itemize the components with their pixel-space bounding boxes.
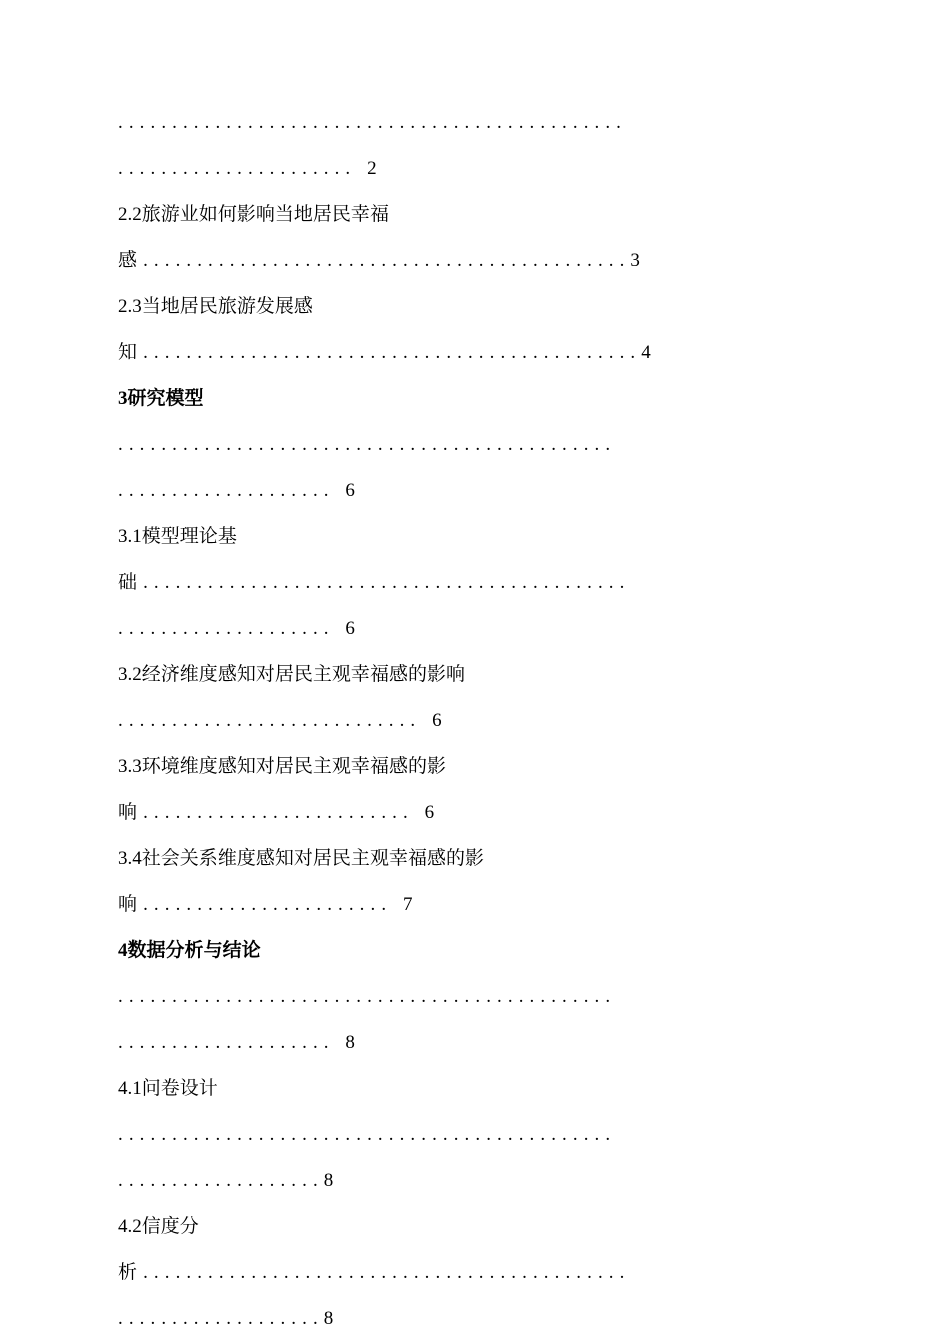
toc-leader-line: ............................................... (118, 112, 628, 133)
toc-entry-4-1-line2: .............................................. (118, 1124, 617, 1145)
toc-entry-3-1-line2: 础............................................. (118, 572, 631, 593)
toc-entry-2-3-line1: 2.3当地居民旅游发展感 (118, 296, 313, 317)
table-of-contents (118, 100, 858, 1342)
toc-entry-4-2-line2: 析............................................. (118, 1262, 631, 1283)
toc-entry-3-1-line3: .................... 6 (118, 618, 362, 639)
toc-entry-3-1-line1: 3.1模型理论基 (118, 526, 237, 547)
toc-entry-3-line1: 3研究模型 (118, 388, 204, 409)
toc-entry-4-line1: 4数据分析与结论 (118, 940, 261, 961)
toc-leader-page: ...................... 2 (118, 158, 383, 179)
toc-entry-3-4-line2: 响....................... 7 (118, 894, 419, 915)
toc-entry-4-1-line1: 4.1问卷设计 (118, 1078, 218, 1099)
toc-entry-4-1-line3: ...................8 (118, 1170, 340, 1191)
toc-entry-4[interactable] (118, 928, 858, 1066)
toc-entry-3-3-line2: 响......................... 6 (118, 802, 441, 823)
toc-entry-2-2[interactable] (118, 192, 858, 284)
toc-entry-3-3-line1: 3.3环境维度感知对居民主观幸福感的影 (118, 756, 446, 777)
toc-entry-2-2-line2: 感.............................................3 (118, 250, 647, 271)
toc-entry-3-2-line2: ............................ 6 (118, 710, 448, 731)
toc-entry-3[interactable] (118, 376, 858, 514)
toc-entry-4-2[interactable] (118, 1204, 858, 1342)
toc-entry-continuation (118, 100, 858, 192)
toc-entry-3-2[interactable] (118, 652, 858, 744)
toc-entry-2-3[interactable] (118, 284, 858, 376)
toc-entry-4-line2: .............................................. (118, 986, 617, 1007)
toc-entry-2-3-line2: 知..............................................4 (118, 342, 657, 363)
toc-entry-4-2-line3: ...................8 (118, 1308, 340, 1329)
toc-entry-3-1[interactable] (118, 514, 858, 652)
toc-entry-3-2-line1: 3.2经济维度感知对居民主观幸福感的影响 (118, 664, 466, 685)
toc-entry-3-4-line1: 3.4社会关系维度感知对居民主观幸福感的影 (118, 848, 485, 869)
toc-entry-2-2-line1: 2.2旅游业如何影响当地居民幸福 (118, 204, 389, 225)
toc-entry-3-4[interactable] (118, 836, 858, 928)
toc-entry-4-line3: .................... 8 (118, 1032, 362, 1053)
toc-entry-3-3[interactable] (118, 744, 858, 836)
toc-entry-3-line3: .................... 6 (118, 480, 362, 501)
toc-entry-3-line2: .............................................. (118, 434, 617, 455)
toc-entry-4-1[interactable] (118, 1066, 858, 1204)
toc-entry-4-2-line1: 4.2信度分 (118, 1216, 199, 1237)
